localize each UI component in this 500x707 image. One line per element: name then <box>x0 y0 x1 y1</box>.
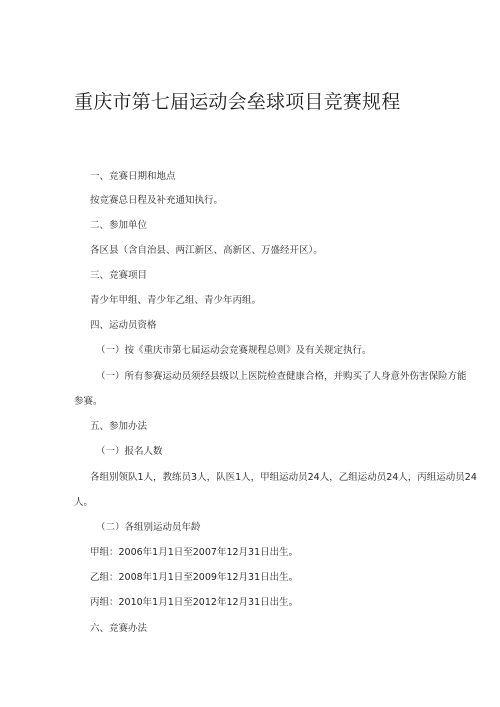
paragraph-continuation: 参赛。 <box>74 396 103 407</box>
paragraph-text: 各区县（含自治县、两江新区、高新区、万盛经开区）。 <box>90 245 323 256</box>
paragraph-text: （一）所有参赛运动员须经县级以上医院检查健康合格，并购买了人身意外伤害保险方能 <box>96 371 467 382</box>
section-heading-1: 一、竞赛日期和地点 <box>90 171 176 182</box>
paragraph-text: 青少年甲组、青少年乙组、青少年丙组。 <box>90 295 262 306</box>
section-heading-4: 四、运动员资格 <box>90 320 157 331</box>
subsection-heading: （二）各组别运动员年龄 <box>96 522 201 533</box>
paragraph-continuation: 人。 <box>74 497 94 508</box>
section-heading-6: 六、竞赛办法 <box>90 623 148 634</box>
subsection-heading: （一）报名人数 <box>96 446 163 457</box>
paragraph-text: 按竞赛总日程及补充通知执行。 <box>90 195 224 206</box>
paragraph-text: （一）按《重庆市第七届运动会竞赛规程总则》及有关规定执行。 <box>96 345 372 356</box>
section-heading-3: 三、竞赛项目 <box>90 270 148 281</box>
document-title: 重庆市第七届运动会垒球项目竞赛规程 <box>74 91 401 113</box>
paragraph-text: 各组别领队1人，教练员3人，队医1人，甲组运动员24人，乙组运动员24人，丙组运动员24 <box>90 472 477 483</box>
paragraph-text: 乙组：2008年1月1日至2009年12月31日出生。 <box>90 572 299 583</box>
paragraph-text: 丙组：2010年1月1日至2012年12月31日出生。 <box>90 597 299 608</box>
paragraph-text: 甲组：2006年1月1日至2007年12月31日出生。 <box>90 547 299 558</box>
section-heading-2: 二、参加单位 <box>90 220 148 231</box>
section-heading-5: 五、参加办法 <box>90 421 148 432</box>
